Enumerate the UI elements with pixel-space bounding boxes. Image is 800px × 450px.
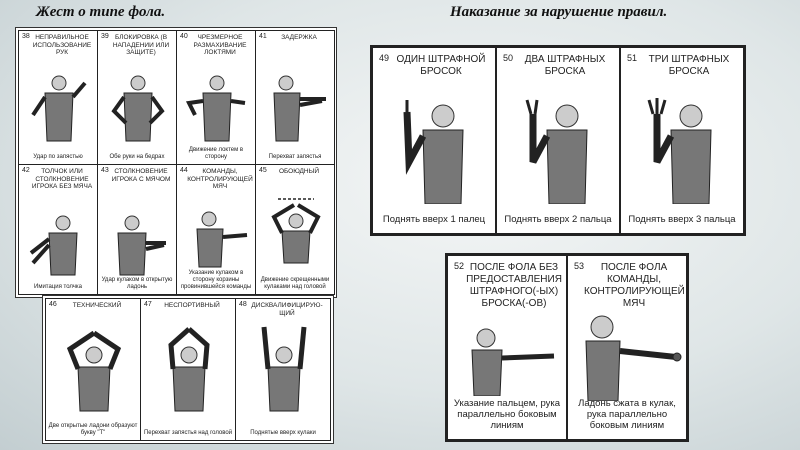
referee-figure-icon [264,195,328,265]
referee-fist-pointing-icon [576,311,684,401]
card-number: 43 [101,167,109,174]
card-caption: Поднять вверх 2 пальца [504,214,612,225]
card-title: ТРИ ШТРАФНЫХ БРОСКА [648,54,730,77]
card-caption: Указание кулаком в сторону корзины провинившейся команды [180,270,252,290]
card-title: ОДИН ШТРАФНОЙ БРОСОК [396,54,486,77]
card-caption: Ладонь сжата в кулак, рука параллельно боковым линиям [578,398,676,431]
heading-penalty: Наказание за нарушение правил. [450,4,668,20]
card-title: БЛОКИРОВКА (В НАПАДЕНИИ ИЛИ ЗАЩИТЕ) [112,34,170,56]
foul-card-44 [176,164,256,295]
foul-card-46 [45,298,141,441]
foul-card-41 [255,30,335,165]
referee-figure-icon [62,321,126,413]
card-number: 52 [454,261,465,271]
foul-card-45 [255,164,335,295]
card-caption: Движение скрещенными кулаками над головой [260,277,330,290]
foul-gestures-grid-top [15,27,337,298]
referee-figure-icon [252,321,316,413]
referee-two-fingers-icon [519,92,603,204]
card-title: ПОСЛЕ ФОЛА КОМАНДЫ, КОНТРОЛИРУЮЩЕЙ МЯЧ [584,262,685,309]
card-number: 50 [503,53,514,63]
referee-figure-icon [185,209,249,269]
card-title: КОМАНДЫ, КОНТРОЛИРУЮЩЕЙ МЯЧ [187,168,253,190]
heading-foul-type: Жест о типе фола. [36,4,166,20]
card-number: 48 [239,301,247,308]
referee-figure-icon [264,71,328,151]
card-caption: Две открытые ладони образуют букву "Т" [48,423,138,436]
card-caption: Поднять вверх 3 пальца [628,214,736,225]
referee-figure-icon [106,213,170,281]
referee-figure-icon [106,71,170,151]
card-caption: Удар по запястью [33,154,83,160]
card-number: 47 [144,301,152,308]
foul-card-43 [97,164,177,295]
referee-figure-icon [157,321,221,413]
card-number: 40 [180,33,188,40]
card-title: НЕСПОРТИВНЫЙ [164,302,220,309]
card-number: 46 [49,301,57,308]
card-caption: Движение локтем в сторону [188,147,244,160]
card-number: 45 [259,167,267,174]
foul-card-38 [18,30,98,165]
penalty-card-50 [496,47,620,234]
card-caption: Удар кулаком в открытую ладонь [101,277,173,290]
card-title: СТОЛКНОВЕНИЕ ИГРОКА С МЯЧОМ [111,168,171,183]
referee-figure-icon [185,71,249,151]
card-number: 38 [22,33,30,40]
card-caption: Перехват запястья [268,154,322,160]
card-title: ДИСКВАЛИФИЦИРУЮ-ЩИЙ [251,302,323,317]
foul-gestures-grid-bottom [42,295,334,444]
foul-card-47 [140,298,236,441]
penalty-card-53 [567,255,687,440]
referee-figure-icon [27,213,91,281]
foul-card-42 [18,164,98,295]
card-caption: Обе руки на бедрах [109,154,165,160]
referee-three-fingers-icon [643,92,727,204]
card-caption: Поднять вверх 1 палец [382,214,486,225]
penalty-card-51 [620,47,744,234]
card-caption: Имитация толчка [34,284,82,290]
referee-figure-icon [27,71,91,151]
card-title: ЧРЕЗМЕРНОЕ РАЗМАХИВАНИЕ ЛОКТЯМИ [193,34,247,56]
card-number: 51 [627,53,638,63]
card-number: 53 [574,261,585,271]
card-number: 49 [379,53,390,63]
card-title: ТЕХНИЧЕСКИЙ [72,302,122,309]
foul-card-40 [176,30,256,165]
card-caption: Перехват запястья над головой [143,430,233,436]
card-number: 41 [259,33,267,40]
card-title: НЕПРАВИЛЬНОЕ ИСПОЛЬЗОВАНИЕ РУК [32,34,92,56]
card-title: ПОСЛЕ ФОЛА БЕЗ ПРЕДОСТАВЛЕНИЯ ШТРАФНОГО(-ЫХ) БРОСКА(-ОВ) [466,262,562,309]
penalty-card-49 [372,47,496,234]
penalty-card-52 [447,255,567,440]
referee-one-finger-icon [395,92,479,204]
foul-card-48 [235,298,331,441]
card-number: 39 [101,33,109,40]
penalty-free-throws-panel [370,45,746,236]
card-number: 44 [180,167,188,174]
card-title: ДВА ШТРАФНЫХ БРОСКА [524,54,606,77]
card-number: 42 [22,167,30,174]
card-caption: Поднятые вверх кулаки [250,430,316,436]
card-title: ОБОЮДНЫЙ [278,168,320,175]
card-caption: Указание пальцем, рука параллельно боковым линиям [453,398,561,431]
card-title: ЗАДЕРЖКА [281,34,317,41]
penalty-no-free-throws-panel [445,253,689,442]
referee-pointing-finger-icon [458,326,562,396]
foul-card-39 [97,30,177,165]
card-title: ТОЛЧОК ИЛИ СТОЛКНОВЕНИЕ ИГРОКА БЕЗ МЯЧА [31,168,93,190]
